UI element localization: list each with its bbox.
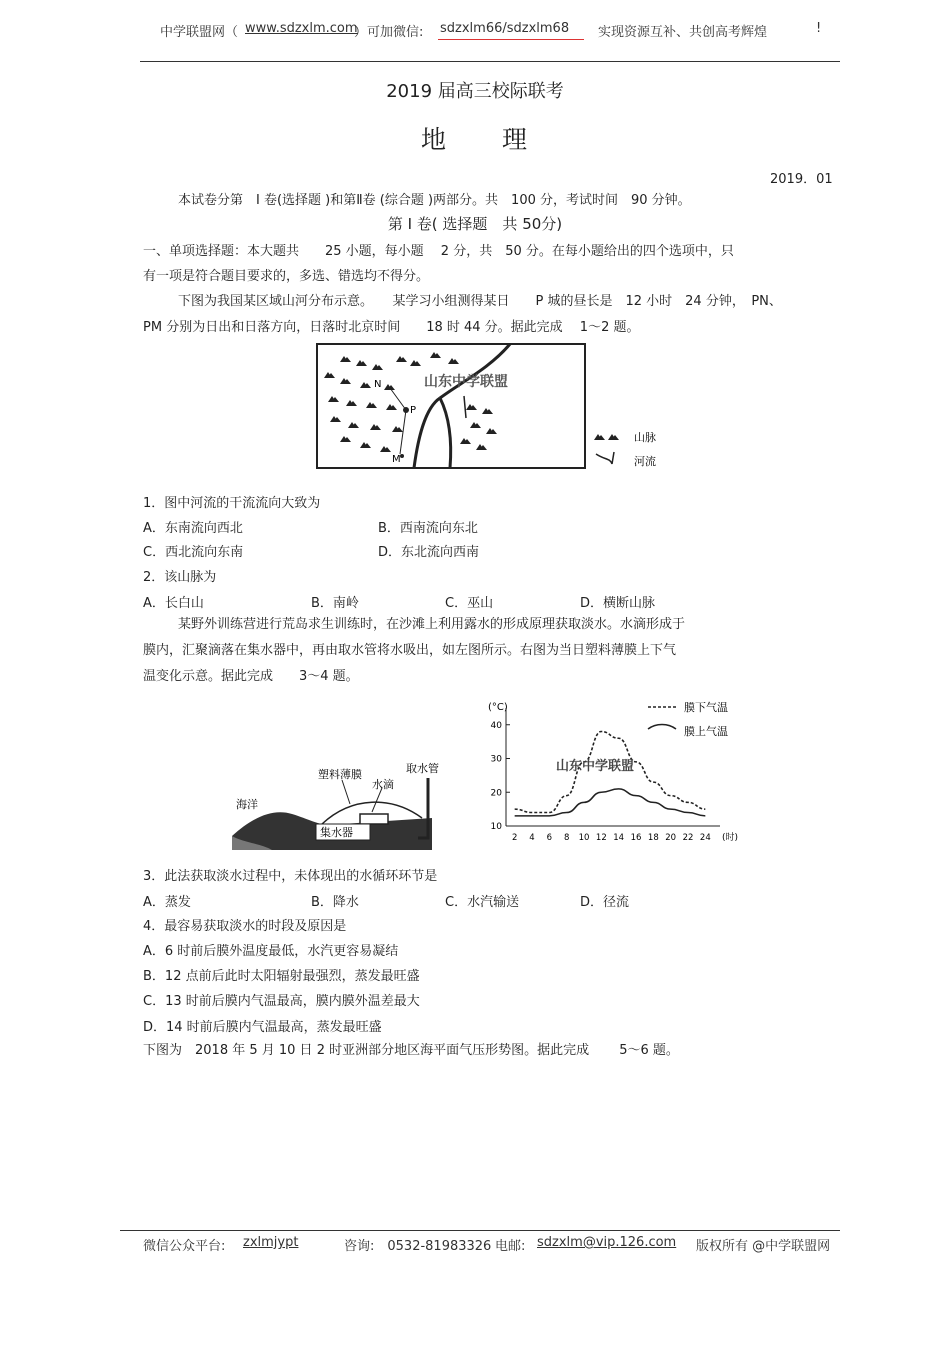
passage2-line3: 温变化示意。据此完成 3～4 题。 (143, 669, 359, 684)
label-film: 塑料薄膜 (318, 768, 362, 781)
label-drop: 水滴 (372, 778, 394, 791)
q3-option-c: C．水汽输送 (445, 895, 520, 910)
q1-option-b: B．西南流向东北 (378, 521, 478, 536)
footer-copyright: 版权所有 @中学联盟网 (696, 1239, 831, 1254)
instructions-line1: 一、单项选择题：本大题共 25 小题，每小题 2 分，共 50 分。在每小题给出的四个选项中，只 (143, 244, 734, 259)
x-tick-label: 12 (595, 833, 607, 843)
passage2-line1: 某野外训练营进行荒岛求生训练时，在沙滩上利用露水的形成原理获取淡水。水滴形成于 (178, 617, 686, 632)
q1-option-d: D．东北流向西南 (378, 545, 480, 560)
subject-title: 地 理 (420, 125, 529, 154)
q4-stem: 4．最容易获取淡水的时段及原因是 (143, 919, 347, 934)
section-title: 第 I 卷( 选择题 共 50分) (387, 215, 563, 233)
passage2-line2: 膜内，汇聚滴落在集水器中，再由取水管将水吸出，如左图所示。右图为当日塑料薄膜上下气 (143, 643, 677, 658)
q2-option-d: D．横断山脉 (580, 596, 656, 611)
header-divider (140, 61, 840, 62)
x-tick-label: 14 (613, 833, 625, 843)
x-tick-label: 24 (699, 833, 711, 843)
x-tick-label: 20 (665, 833, 677, 843)
river-tributary (464, 396, 466, 418)
q2-option-b: B．南岭 (311, 596, 359, 611)
y-tick-label: 40 (490, 720, 502, 731)
q2-option-c: C．巫山 (445, 596, 494, 611)
footer-email-link[interactable]: sdzxlm@vip.126.com (537, 1235, 677, 1250)
x-axis-unit: (时) (722, 833, 739, 843)
footer-email-label: 电邮: (495, 1239, 526, 1254)
passage1-line1: 下图为我国某区域山河分布示意。 某学习小组测得某日 P 城的昼长是 12 小时 24 分钟， PN、 (178, 294, 782, 309)
label-m: M (392, 454, 401, 465)
legend-river: 河流 (634, 455, 656, 468)
footer-wechat-label: 微信公众平台: (143, 1239, 226, 1254)
q3-stem: 3．此法获取淡水过程中，未体现出的水循环环节是 (143, 869, 438, 884)
q1-option-c: C．西北流向东南 (143, 545, 244, 560)
header-url-link[interactable]: www.sdzxlm.com (245, 21, 358, 36)
q4-option-c: C．13 时前后膜内气温最高，膜内膜外温差最大 (143, 994, 420, 1009)
footer-phone: 咨询: 0532-81983326 (344, 1239, 492, 1254)
y-tick-label: 10 (490, 822, 502, 832)
label-p: P (410, 405, 417, 416)
exam-date: 2019．01 (770, 172, 833, 187)
mountain-cluster-left (324, 356, 421, 452)
y-tick-label: 30 (490, 754, 502, 765)
label-pipe: 取水管 (406, 762, 439, 775)
x-tick-label: 22 (682, 833, 694, 843)
y-axis-unit: (°C) (488, 702, 508, 713)
header-slogan: 实现资源互补、共创高考辉煌 (598, 25, 768, 40)
label-n: N (374, 379, 382, 390)
series-line-1 (515, 789, 706, 816)
header-exclam: ! (816, 21, 822, 36)
exam-intro: 本试卷分第 I 卷(选择题 )和第Ⅱ卷 (综合题 )两部分。共 100 分，考试时间 90 分钟。 (178, 193, 691, 208)
x-tick-label: 4 (529, 833, 535, 843)
x-tick-label: 16 (630, 833, 642, 843)
q4-option-d: D．14 时前后膜内气温最高，蒸发最旺盛 (143, 1020, 382, 1035)
header-wechat-prefix: ）可加微信: (354, 25, 424, 40)
header-site: 中学联盟网（ (160, 25, 239, 40)
legend-solid-swatch (648, 725, 676, 730)
exam-title: 2019 届高三校际联考 (386, 81, 564, 102)
collector-box (360, 814, 388, 824)
legend-under-film: 膜下气温 (684, 701, 728, 714)
q3-option-a: A．蒸发 (143, 895, 191, 910)
y-tick-label: 20 (490, 788, 502, 799)
river-mountain-map (300, 338, 670, 476)
q2-stem: 2．该山脉为 (143, 570, 217, 585)
q4-option-a: A．6 时前后膜外温度最低，水汽更容易凝结 (143, 944, 399, 959)
legend-river-icon (596, 452, 614, 464)
q2-option-a: A．长白山 (143, 596, 204, 611)
legend-mountain: 山脉 (634, 431, 656, 444)
dew-collector-diagram (232, 758, 462, 850)
map-watermark: 山东中学联盟 (424, 374, 508, 390)
q1-stem: 1．图中河流的干流流向大致为 (143, 496, 321, 511)
x-tick-label: 8 (563, 833, 570, 843)
header-wechat-ids: sdzxlm66/sdzxlm68 (440, 21, 570, 36)
header-underline (438, 39, 584, 40)
footer-divider (120, 1230, 840, 1231)
q3-option-d: D．径流 (580, 895, 630, 910)
q3-option-b: B．降水 (311, 895, 359, 910)
x-tick-label: 18 (647, 833, 659, 843)
river-main (414, 344, 510, 468)
label-ocean: 海洋 (236, 798, 258, 811)
x-tick-label: 10 (578, 833, 590, 843)
passage1-line2: PM 分别为日出和日落方向，日落时北京时间 18 时 44 分。据此完成 1～2 题。 (143, 320, 640, 335)
temperature-chart (478, 696, 750, 846)
q4-option-b: B．12 点前后此时太阳辐射最强烈，蒸发最旺盛 (143, 969, 420, 984)
footer-wechat-id[interactable]: zxlmjypt (243, 1235, 299, 1250)
label-collector: 集水器 (320, 826, 353, 839)
legend-above-film: 膜上气温 (684, 725, 728, 738)
x-tick-label: 6 (546, 833, 553, 843)
x-tick-label: 2 (511, 833, 518, 843)
instructions-line2: 有一项是符合题目要求的，多选、错选均不得分。 (143, 269, 430, 284)
passage3: 下图为 2018 年 5 月 10 日 2 时亚洲部分地区海平面气压形势图。据此完成 5～6 题。 (143, 1043, 679, 1058)
q1-option-a: A．东南流向西北 (143, 521, 243, 536)
chart-watermark: 山东中学联盟 (556, 759, 635, 774)
